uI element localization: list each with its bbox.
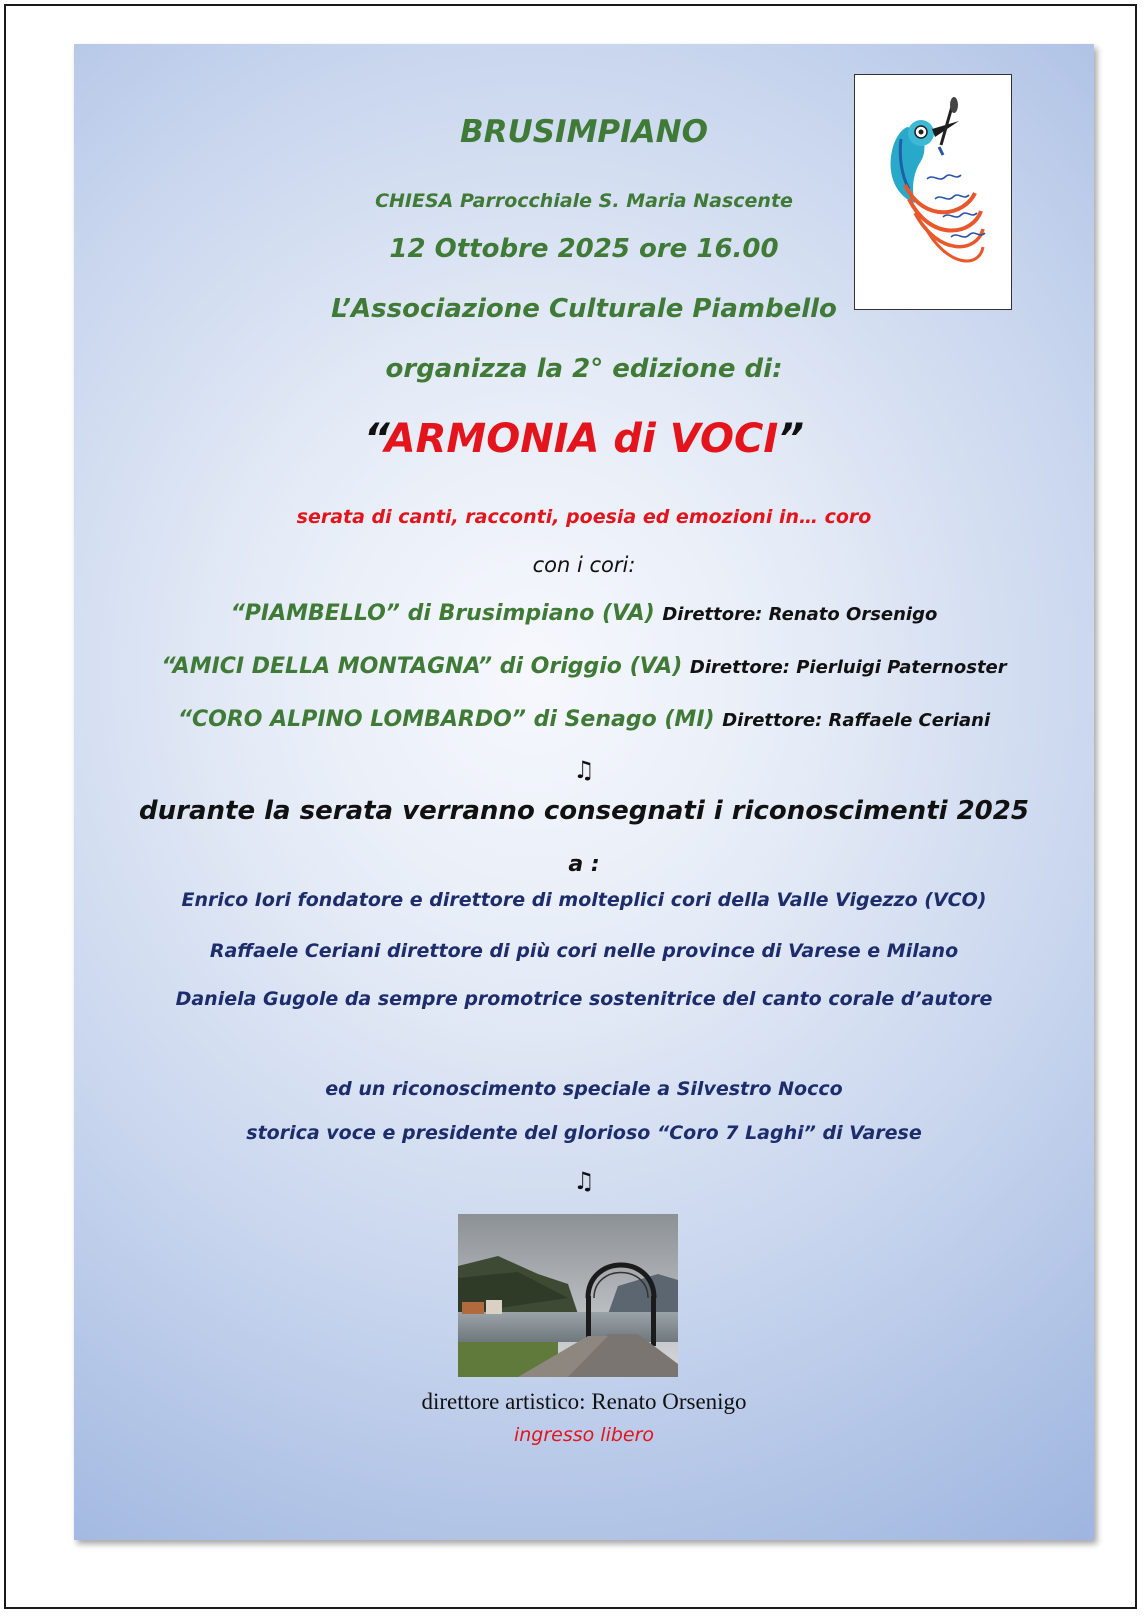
title-close-quote: ” [778,416,804,462]
event-title [74,416,1094,462]
event-subtitle: serata di canti, racconti, poesia ed emozioni in… coro [296,506,872,528]
choir-name: “AMICI DELLA MONTAGNA” di Origgio (VA) [161,654,683,679]
date-time-line: 12 Ottobre 2025 ore 16.00 [389,234,779,264]
award-item: Enrico Iori fondatore e direttore di molteplici cori della Valle Vigezzo (VCO) [181,889,987,911]
music-note-icon: ♫ [573,1167,595,1195]
town-heading: BRUSIMPIANO [460,114,708,150]
choir-row [74,707,1094,732]
choir-director: Direttore: Renato Orsenigo [662,604,938,625]
edition-line: organizza la 2° edizione di: [385,354,783,384]
choirs-intro: con i cori: [532,553,636,577]
award-item: Daniela Gugole da sempre promotrice sostenitrice del canto corale d’autore [175,988,993,1010]
awards-to: a : [568,852,600,877]
venue-line: CHIESA Parrocchiale S. Maria Nascente [375,190,793,212]
poster [74,44,1094,1540]
choir-row [74,601,1094,626]
title-open-quote: “ [364,416,385,462]
artistic-director: direttore artistico: Renato Orsenigo [421,1389,747,1414]
organizer-line: L’Associazione Culturale Piambello [331,294,837,324]
award-item: Raffaele Ceriani direttore di più cori nelle province di Varese e Milano [209,940,959,962]
lake-pier-photo [458,1214,678,1377]
special-award-line1: ed un riconoscimento speciale a Silvestro Nocco [325,1078,843,1100]
choir-name: “CORO ALPINO LOMBARDO” di Senago (MI) [177,707,715,732]
choir-director: Direttore: Pierluigi Paternoster [689,657,1007,678]
special-award-line2: storica voce e presidente del glorioso “Coro 7 Laghi” di Varese [246,1122,922,1144]
choir-row [74,654,1094,679]
choir-name: “PIAMBELLO” di Brusimpiano (VA) [230,601,655,626]
entry-note: ingresso libero [513,1424,655,1446]
awards-intro: durante la serata verranno consegnati i riconoscimenti 2025 [139,796,1029,826]
choir-director: Direttore: Raffaele Ceriani [722,710,991,731]
music-note-icon: ♫ [573,756,595,784]
title-text: ARMONIA di VOCI [384,416,779,462]
